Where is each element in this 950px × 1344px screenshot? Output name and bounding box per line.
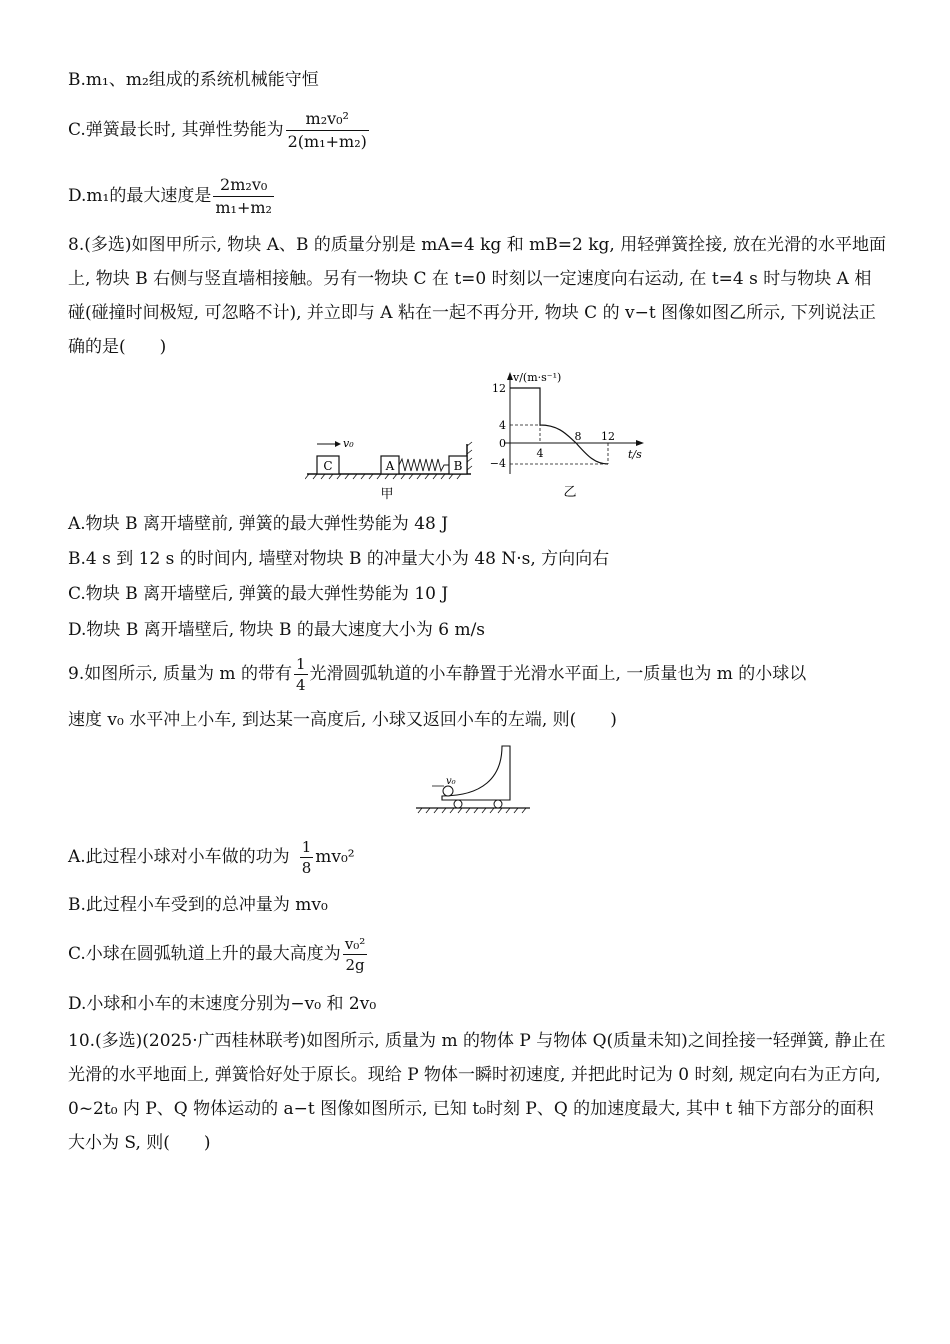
spring — [399, 459, 449, 471]
block-a-label: A — [385, 459, 395, 473]
y-axis-label: v/(m·s⁻¹) — [513, 371, 562, 384]
q9-option-c-fraction — [343, 934, 368, 975]
q9-option-a-numerator: 1 — [301, 838, 312, 856]
q7-option-b: B.m₁、m₂组成的系统机械能守恒 — [68, 70, 319, 90]
x-axis-label: t/s — [628, 448, 642, 461]
q7-option-d — [68, 170, 276, 222]
q10-stem: 10.(多选)(2025·广西桂林联考)如图所示, 质量为 m 的物体 P 与物体 Q(质量未知)之间拴接一轻弹簧, 静止在光滑的水平地面上, 弹簧恰好处于原长。现给 P 物体一瞬时初速度, 并把此时记为 0 时刻, 规定向右为正方向, 0~2t₀ 内 P、Q 物体运动的 a−t 图像如图所示, 已知 t₀时刻 P、Q 的加速度最大, 其中 t 轴下方部分的面积大小为 S, 则( ) — [68, 1031, 886, 1153]
q7-option-c-denominator: 2(m₁+m₂) — [287, 132, 367, 151]
q9-stem-fraction — [294, 654, 308, 695]
q9-cart-figure — [416, 744, 532, 818]
q7-option-c — [68, 104, 371, 156]
q8-option-a: A.物块 B 离开墙壁前, 弹簧的最大弹性势能为 48 J — [68, 514, 449, 534]
q9-option-a-text: A.此过程小球对小车做的功为 — [68, 847, 290, 867]
q8-figure-yi — [480, 368, 655, 506]
figure-jia-caption: 甲 — [380, 487, 394, 502]
cart-wheel-left — [454, 800, 462, 808]
cart-wheel-right — [494, 800, 502, 808]
block-c-label: C — [323, 459, 333, 473]
y-tick-12: 12 — [492, 382, 506, 395]
q9-stem-denominator: 4 — [295, 676, 306, 694]
q7-option-d-denominator: m₁+m₂ — [215, 198, 272, 217]
q7-option-d-fraction — [213, 174, 274, 219]
q7-option-c-text: C.弹簧最长时, 其弹性势能为 — [68, 120, 284, 140]
v0-label: v₀ — [343, 437, 354, 450]
q7-option-c-numerator: m₂v₀² — [286, 108, 369, 131]
q9-option-a-denominator: 8 — [301, 859, 312, 877]
q9-option-c-denominator: 2g — [345, 956, 365, 974]
q9-option-a-fraction — [300, 837, 314, 878]
q7-option-d-numerator: 2m₂v₀ — [213, 174, 274, 197]
q9-stem-line2: 速度 v₀ 水平冲上小车, 到达某一高度后, 小球又返回小车的左端, 则( ) — [68, 710, 617, 730]
q8-option-d: D.物块 B 离开墙壁后, 物块 B 的最大速度大小为 6 m/s — [68, 620, 486, 640]
q9-option-c-text: C.小球在圆弧轨道上升的最大高度为 — [68, 944, 341, 964]
x-tick-8: 8 — [574, 430, 582, 443]
q9-option-a-tail: mv₀² — [315, 847, 355, 867]
figure-yi-caption: 乙 — [563, 485, 577, 500]
x-tick-4: 4 — [536, 447, 544, 460]
q9-stem-part1: 9.如图所示, 质量为 m 的带有 — [68, 664, 292, 684]
velocity-curve — [510, 388, 608, 464]
q9-option-b: B.此过程小车受到的总冲量为 mv₀ — [68, 895, 328, 915]
q7-option-d-text: D.m₁的最大速度是 — [68, 186, 212, 206]
x-tick-12: 12 — [601, 430, 615, 443]
cart-v0-label: v₀ — [446, 776, 456, 787]
q9-option-c — [68, 928, 369, 980]
q8-option-c: C.物块 B 离开墙壁后, 弹簧的最大弹性势能为 10 J — [68, 584, 449, 604]
q8-stem: 8.(多选)如图甲所示, 物块 A、B 的质量分别是 mA=4 kg 和 mB=2 kg, 用轻弹簧拴接, 放在光滑的水平地面上, 物块 B 右侧与竖直墙相接触。另有一物块 C 在 t=0 时刻以一定速度向右运动, 在 t=4 s 时与物块 A 相碰(碰撞时间极短, 可忽略不计), 并立即与 A 粘在一起不再分开, 物块 C 的 v−t 图像如图乙所示, 下列说法正确的是( ) — [68, 235, 886, 357]
y-tick-neg4: −4 — [489, 457, 506, 470]
q9-option-a — [68, 832, 355, 882]
q8-option-b: B.4 s 到 12 s 的时间内, 墙壁对物块 B 的冲量大小为 48 N·s, 方向向右 — [68, 549, 610, 569]
y-tick-4: 4 — [499, 419, 506, 432]
q9-stem-numerator: 1 — [295, 655, 306, 673]
block-b-label: B — [453, 459, 463, 473]
q8-figure-jia — [305, 432, 475, 504]
q9-stem-part2: 光滑圆弧轨道的小车静置于光滑水平面上, 一质量也为 m 的小球以 — [309, 664, 807, 684]
q9-option-c-numerator: v₀² — [344, 935, 366, 953]
q9-stem-line1 — [68, 650, 806, 698]
y-tick-0: 0 — [499, 437, 506, 450]
q7-option-c-fraction — [286, 108, 369, 153]
q9-option-d: D.小球和小车的末速度分别为−v₀ 和 2v₀ — [68, 994, 377, 1014]
ball — [443, 786, 453, 796]
